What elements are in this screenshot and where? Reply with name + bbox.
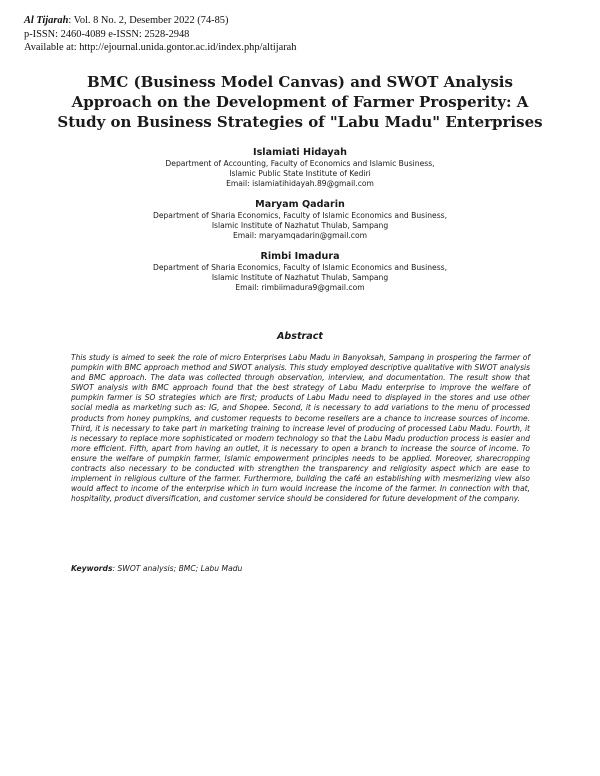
issn-line: p-ISSN: 2460-4089 e-ISSN: 2528-2948 [24,28,190,40]
author-department: Department of Accounting, Faculty of Economics and Islamic Business, [165,159,435,168]
title-line: BMC (Business Model Canvas) and SWOT Analysis [87,73,513,91]
author-department: Department of Sharia Economics, Faculty of Islamic Economics and Business, [152,211,448,220]
author-email: Email: rimbiimadura9@gmail.com [235,283,365,292]
author-name: Islamiati Hidayah [253,147,347,158]
paper-title [40,72,560,132]
keywords-value: : SWOT analysis; BMC; Labu Madu [112,564,243,573]
author-name: Maryam Qadarin [255,199,345,210]
author-institution: Islamic Institute of Nazhatut Thulab, Sampang [211,221,389,230]
author-institution: Islamic Institute of Nazhatut Thulab, Sampang [211,273,389,282]
author-institution: Islamic Public State Institute of Kediri [229,169,371,178]
title-line: Study on Business Strategies of "Labu Madu" Enterprises [57,113,543,131]
abstract-body: This study is aimed to seek the role of micro Enterprises Labu Madu in Banyoksah, Sampang in prospering the farmer of pumpkin with BMC approach method and SWOT analysis. This study employed descriptive qualitative with SWOT analysis and BMC approach. The data was collected through observation, interview, and documentation. The result show that SWOT analysis with BMC approach found that the best strategy of Labu Madu enterprise to improve the welfare of pumpkin farmer is SO strategies which are first; products of Labu Madu need to displayed in the stores and use other social media as marketing such as: IG, and Shopee. Second, it is necessary to add variations to the menu of processed products from honey pumpkins, and customer requests to become resellers are a chance to increase sources of income. Third, it is necessary to take part in marketing training to increase level of producing of processed Labu Madu. Fourth, it is necessary to replace more sophisticated or modern technology so that the Labu Madu production process is easier and more efficient. Fifth, apart from having an outlet, it is necessary to open a branch to increase the source of income. To ensure the welfare of pumpkin farmer, Islamic empowerment principles needs to be applied. Moreover, sharecropping contracts also necessary to be conducted with strengthen the transparency and religiosity aspect which are ease to implement in religious culture of the farmer. Furthermore, building the café an establishing with mesmerizing view also would affect to income of the enterprise which in turn would increase the income of the farmer. In connection with that, hospitality, product diversification, and customer service should be considered for future development of the company. [71,353,530,504]
keywords-label: Keywords [71,564,113,573]
journal-citation-line [24,14,296,28]
author-block [60,198,540,241]
availability-line: Available at: http://ejournal.unida.gontor.ac.id/index.php/altijarah [24,42,297,54]
author-list [60,146,540,302]
journal-name: Al Tijarah [24,15,69,26]
author-name: Rimbi Imadura [260,251,340,262]
volume-info: : Vol. 8 No. 2, Desember 2022 (74-85) [68,15,229,26]
journal-header [24,14,296,55]
author-department: Department of Sharia Economics, Faculty of Islamic Economics and Business, [152,263,448,272]
author-block [60,146,540,189]
author-email: Email: islamiatihidayah.89@gmail.com [226,179,374,188]
abstract-heading: Abstract [276,331,324,342]
author-block [60,250,540,293]
author-email: Email: maryamqadarin@gmail.com [232,231,368,240]
keywords-line [71,564,530,573]
title-line: Approach on the Development of Farmer Prosperity: A [71,93,529,111]
